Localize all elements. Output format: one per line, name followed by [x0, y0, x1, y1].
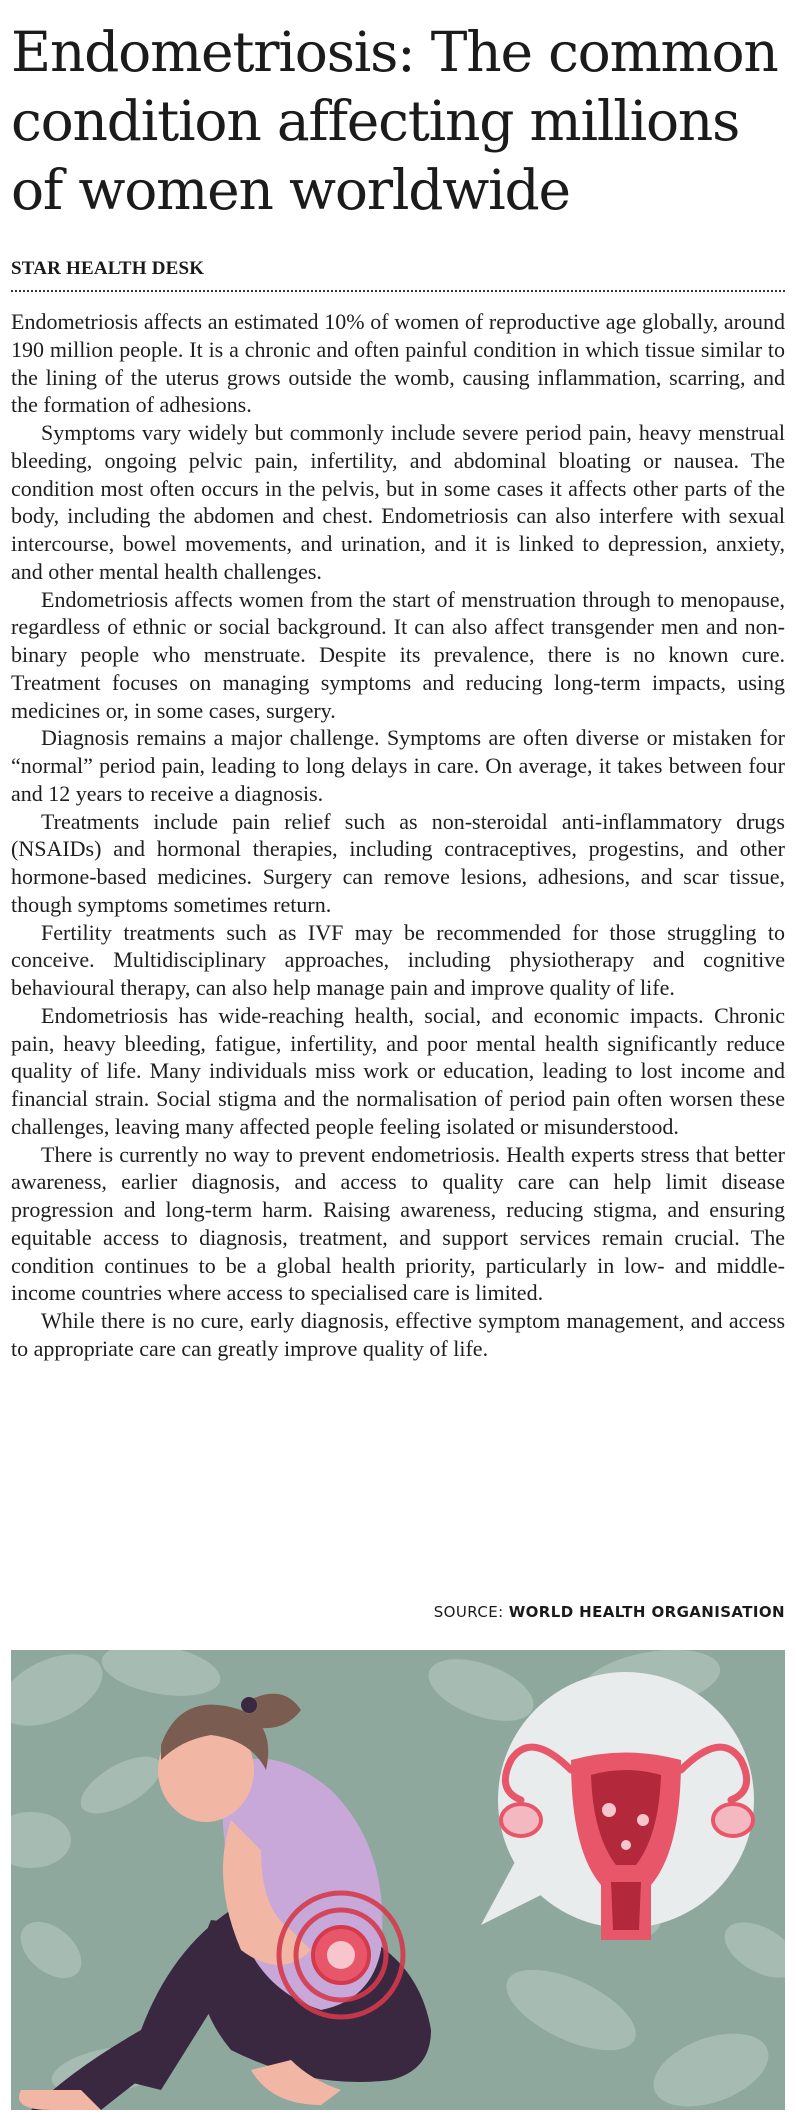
byline: STAR HEALTH DESK	[11, 258, 205, 279]
source-label: SOURCE:	[433, 1603, 504, 1621]
paragraph: Endometriosis has wide-reaching health, social, and economic impacts. Chronic pain, heavy bleeding, fatigue, infertility, and poor mental health significantly reduce quality of life. Many individuals miss work or education, leading to lost income and financial strain. Social stigma and the normalisation of period pain often worsen these challenges, leaving many affected people feeling isolated or misunderstood.	[11, 1002, 785, 1139]
paragraph: Treatments include pain relief such as non-steroidal anti-inflammatory drugs (NSAIDs) and hormonal therapies, including contraceptives, progestins, and other hormone-based medicines. Surgery can remove lesions, adhesions, and scar tissue, though symptoms sometimes return.	[11, 808, 785, 917]
headline: Endometriosis: The common condition affecting millions of women worldwide	[11, 20, 778, 222]
woman-with-pelvic-pain-illustration	[11, 1650, 785, 2110]
ovary-right	[713, 1804, 753, 1836]
paragraph: While there is no cure, early diagnosis, effective symptom management, and access to appropriate care can greatly improve quality of life.	[11, 1308, 785, 1361]
byline-divider	[11, 290, 785, 292]
paragraph: There is currently no way to prevent endometriosis. Health experts stress that better awareness, earlier diagnosis, and access to quality care can help limit disease progression and long-term harm. Raising awareness, reducing stigma, and ensuring equitable access to diagnosis, treatment, and support services remain crucial. The condition continues to be a global health priority, particularly in low- and middle-income countries where access to specialised care is limited.	[11, 1141, 785, 1306]
paragraph: Endometriosis affects an estimated 10% of women of reproductive age globally, around 190 million people. It is a chronic and often painful condition in which tissue similar to the lining of the uterus grows outside the womb, causing inflammation, scarring, and the formation of adhesions.	[11, 309, 785, 418]
ovary-left	[501, 1804, 541, 1836]
paragraph: Fertility treatments such as IVF may be recommended for those struggling to conceive. Multidisciplinary approaches, including physiotherapy and cognitive behavioural therapy, can also help manage pain and improve quality of life.	[11, 919, 785, 1000]
paragraph: Endometriosis affects women from the start of menstruation through to menopause, regardless of ethnic or social background. It can also affect transgender men and non-binary people who menstruate. Despite its prevalence, there is no known cure. Treatment focuses on managing symptoms and reducing long-term impacts, using medicines or, in some cases, surgery.	[11, 586, 785, 723]
source-name: WORLD HEALTH ORGANISATION	[508, 1603, 785, 1621]
pain-indicator	[279, 1893, 403, 2017]
article-body	[11, 308, 785, 1363]
paragraph: Symptoms vary widely but commonly include severe period pain, heavy menstrual bleeding, ongoing pelvic pain, infertility, and abdominal bloating or nausea. The condition most often occurs in the pelvis, but in some cases it affects other parts of the body, including the abdomen and chest. Endometriosis can also interfere with sexual intercourse, bowel movements, and urination, and it is linked to depression, anxiety, and other mental health challenges.	[11, 420, 785, 584]
paragraph: Diagnosis remains a major challenge. Symptoms are often diverse or mistaken for “normal” period pain, leading to long delays in care. On average, it takes between four and 12 years to receive a diagnosis.	[11, 725, 785, 806]
source-credit	[434, 1603, 785, 1621]
